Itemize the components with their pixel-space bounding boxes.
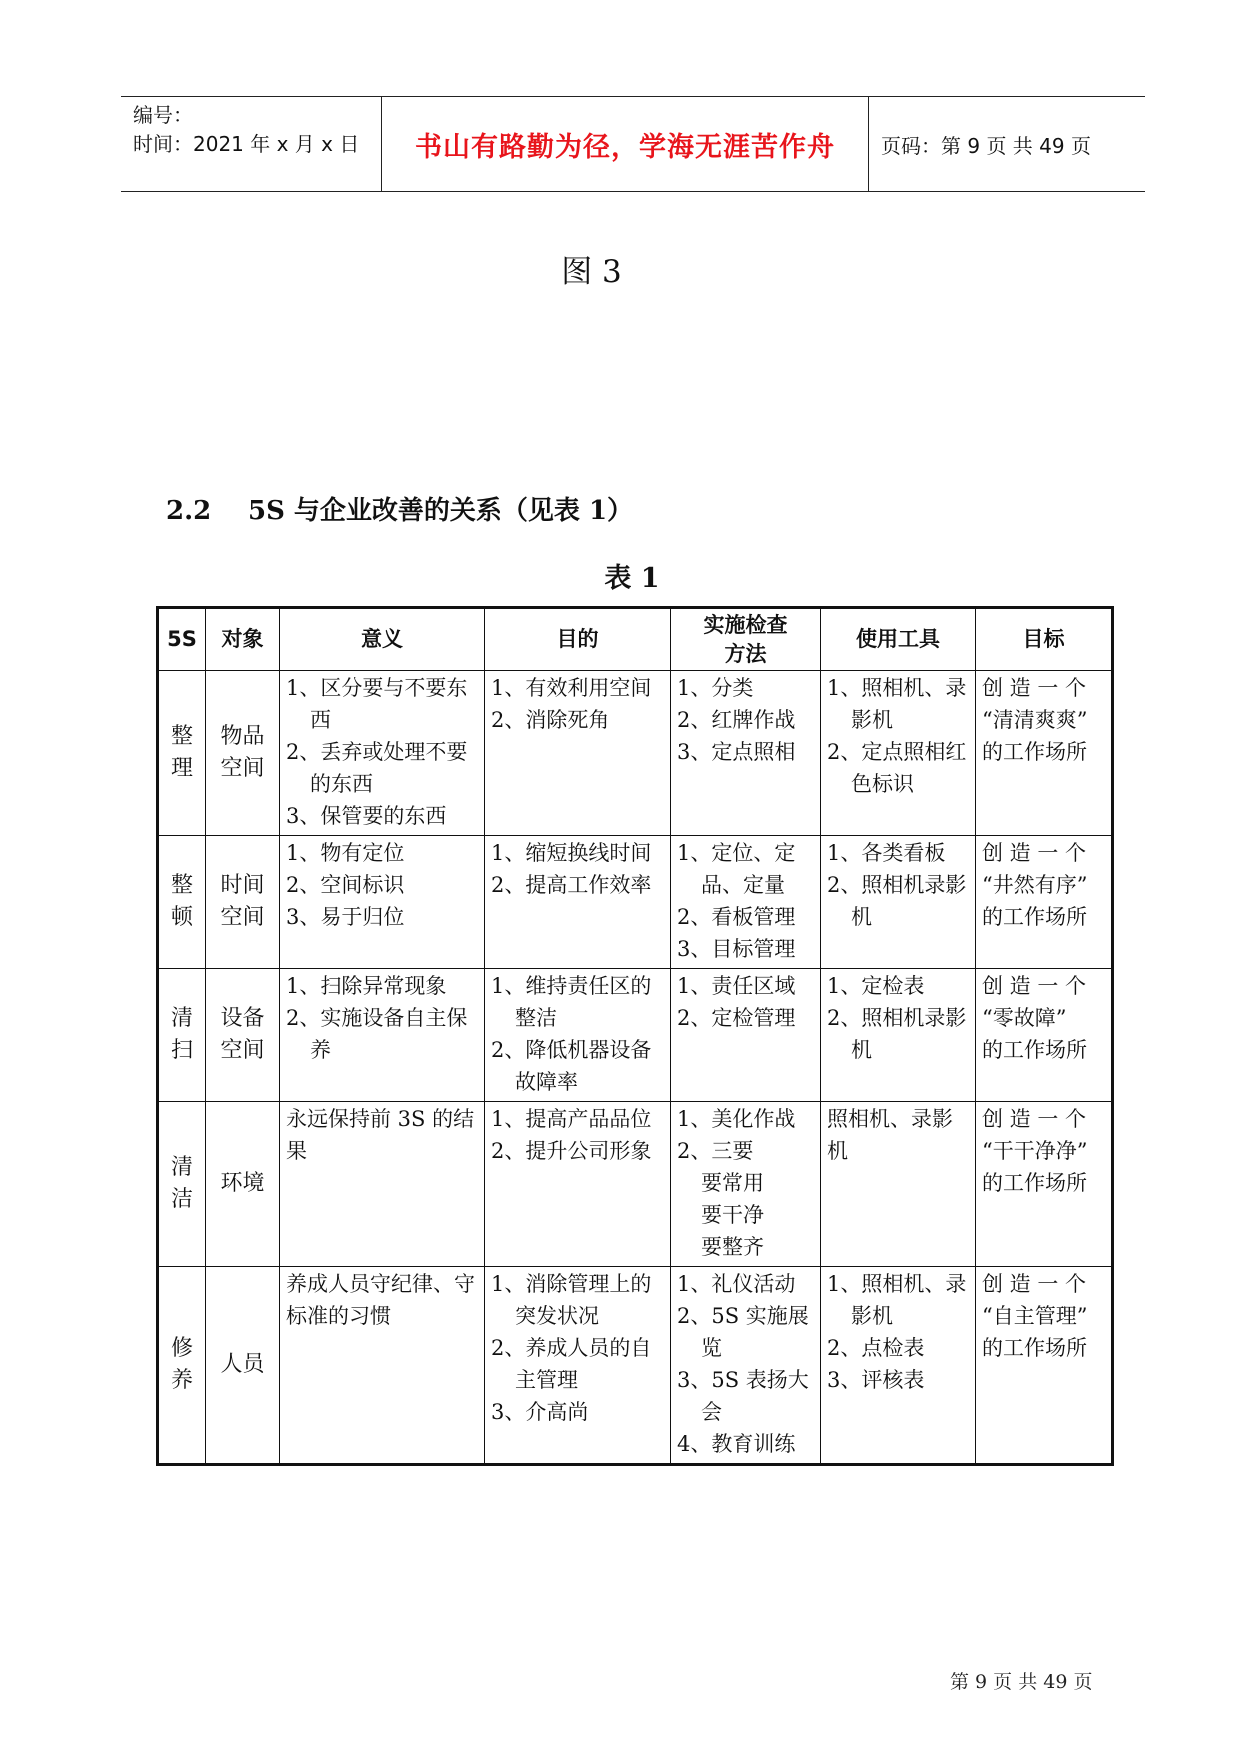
- row-purpose: 1、有效利用空间 2、消除死角: [485, 671, 671, 836]
- document-date-label: 时间：2021 年 x 月 x 日: [133, 132, 360, 156]
- header-motto: 书山有路勤为径，学海无涯苦作舟: [415, 131, 835, 163]
- page-footer: 第 9 页 共 49 页: [950, 1671, 1093, 1693]
- row-purpose: 1、提高产品品位 2、提升公司形象: [485, 1102, 671, 1267]
- row-5s-name: 整 理: [158, 671, 206, 836]
- table-row: [158, 1102, 1113, 1267]
- row-method: 1、定位、定品、定量 2、看板管理 3、目标管理: [671, 836, 821, 969]
- row-goal: 创 造 一 个 “零故障” 的工作场所: [976, 969, 1113, 1102]
- row-meaning: 养成人员守纪律、守标准的习惯: [280, 1267, 485, 1465]
- row-tools: 1、照相机、录影机 2、定点照相红色标识: [821, 671, 976, 836]
- header-purpose: 目的: [485, 608, 671, 671]
- row-goal: 创 造 一 个 “干干净净” 的工作场所: [976, 1102, 1113, 1267]
- section-number: 2.2: [166, 496, 212, 526]
- row-5s-name: 清 扫: [158, 969, 206, 1102]
- header-page-number: 页码：第 9 页 共 49 页: [881, 133, 1091, 158]
- page-header: [121, 96, 1145, 192]
- row-method: 1、礼仪活动 2、5S 实施展览 3、5S 表扬大会 4、教育训练: [671, 1267, 821, 1465]
- header-meta: [121, 97, 381, 191]
- table-row: [158, 1267, 1113, 1465]
- row-object: 时间 空间: [206, 836, 280, 969]
- row-5s-name: 整 顿: [158, 836, 206, 969]
- section-title: 5S 与企业改善的关系（见表 1）: [248, 496, 634, 526]
- row-method: 1、责任区域 2、定检管理: [671, 969, 821, 1102]
- row-meaning: 1、区分要与不要东西 2、丢弃或处理不要的东西 3、保管要的东西: [280, 671, 485, 836]
- header-object: 对象: [206, 608, 280, 671]
- row-tools: 1、各类看板 2、照相机录影机: [821, 836, 976, 969]
- header-meaning: 意义: [280, 608, 485, 671]
- row-meaning: 1、扫除异常现象 2、实施设备自主保养: [280, 969, 485, 1102]
- figure-caption: 图 3: [561, 254, 622, 290]
- section-heading: [166, 490, 633, 527]
- header-tools: 使用工具: [821, 608, 976, 671]
- row-goal: 创 造 一 个 “自主管理” 的工作场所: [976, 1267, 1113, 1465]
- header-method-line2: 方法: [724, 641, 767, 666]
- row-object: 物品 空间: [206, 671, 280, 836]
- row-purpose: 1、维持责任区的整洁 2、降低机器设备故障率: [485, 969, 671, 1102]
- row-purpose: 1、消除管理上的突发状况 2、养成人员的自主管理 3、介高尚: [485, 1267, 671, 1465]
- header-goal: 目标: [976, 608, 1113, 671]
- row-goal: 创 造 一 个 “井然有序” 的工作场所: [976, 836, 1113, 969]
- row-meaning: 1、物有定位 2、空间标识 3、易于归位: [280, 836, 485, 969]
- header-method-line1: 实施检查: [703, 612, 788, 637]
- header-5s: 5S: [158, 608, 206, 671]
- table-row: [158, 836, 1113, 969]
- row-tools: 照相机、录影机: [821, 1102, 976, 1267]
- table-row: [158, 671, 1113, 836]
- row-goal: 创 造 一 个 “清清爽爽” 的工作场所: [976, 671, 1113, 836]
- row-purpose: 1、缩短换线时间 2、提高工作效率: [485, 836, 671, 969]
- row-tools: 1、定检表 2、照相机录影机: [821, 969, 976, 1102]
- row-tools: 1、照相机、录影机 2、点检表 3、评核表: [821, 1267, 976, 1465]
- row-5s-name: 修 养: [158, 1267, 206, 1465]
- document-number-label: 编号：: [133, 103, 193, 127]
- row-method: 1、美化作战 2、三要 要常用 要干净 要整齐: [671, 1102, 821, 1267]
- row-object: 环境: [206, 1102, 280, 1267]
- header-motto-cell: [381, 97, 869, 191]
- row-object: 设备 空间: [206, 969, 280, 1102]
- table-row: [158, 969, 1113, 1102]
- header-method: [671, 608, 821, 671]
- row-meaning: 永远保持前 3S 的结果: [280, 1102, 485, 1267]
- row-method: 1、分类 2、红牌作战 3、定点照相: [671, 671, 821, 836]
- table-caption: 表 1: [604, 563, 660, 594]
- row-object: 人员: [206, 1267, 280, 1465]
- 5s-table: [156, 606, 1114, 1466]
- row-5s-name: 清 洁: [158, 1102, 206, 1267]
- table-header-row: [158, 608, 1113, 671]
